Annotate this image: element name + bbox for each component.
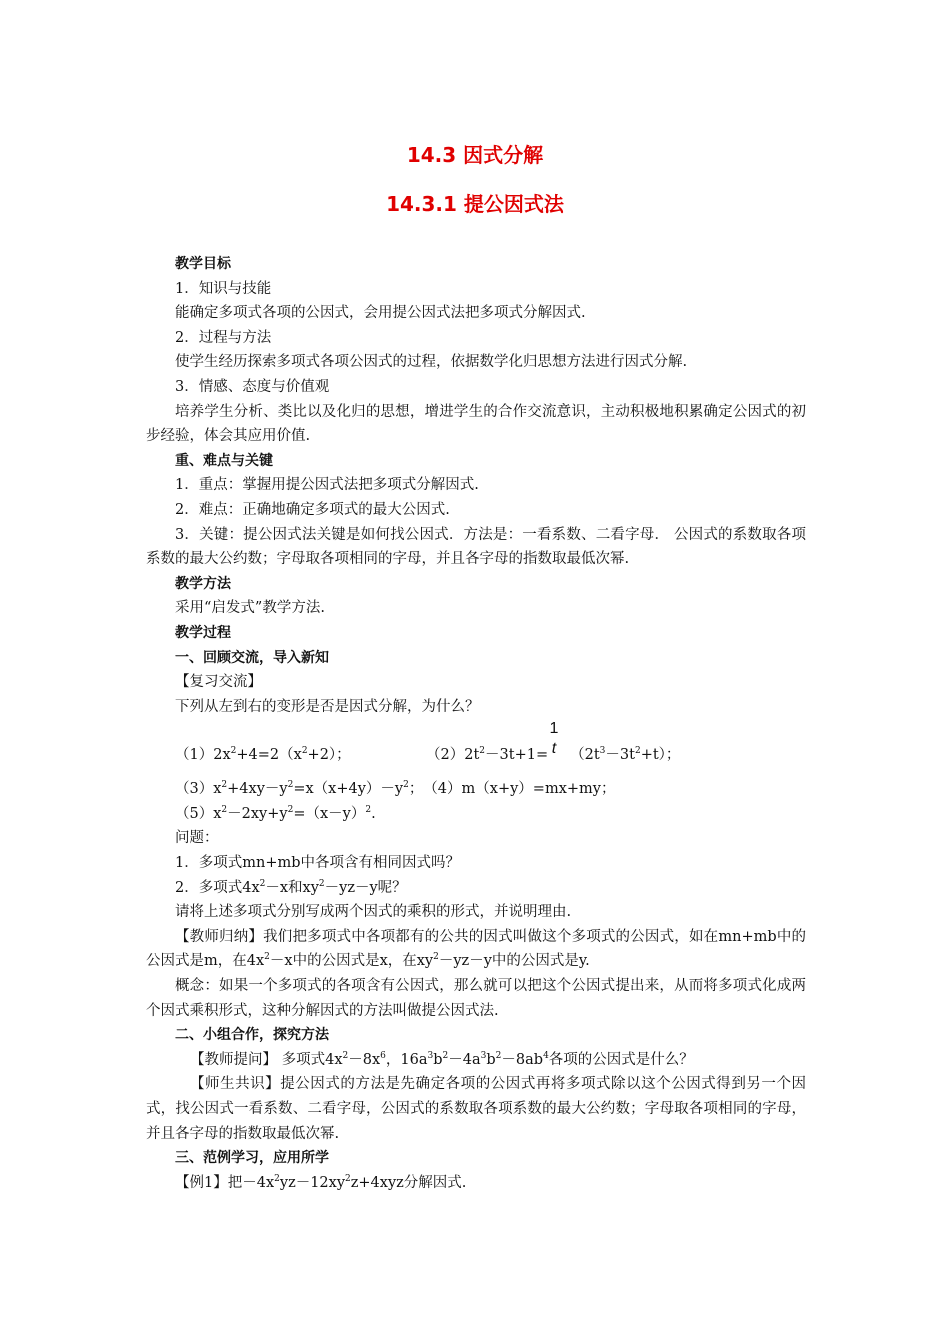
fraction-one-over-t xyxy=(547,719,561,759)
equation-1: $(1)2x^2+4=2(x^2+2)$； xyxy=(175,746,351,764)
example-1: 【例1】把$-4x^2yz-12xy^2z+4xyz$分解因式. xyxy=(175,1173,467,1191)
page-subtitle: 14.3.1 提公因式法 xyxy=(386,192,564,216)
concept-definition: 概念：如果一个多项式的各项含有公因式，那么就可以把这个公因式提出来，从而将多项式化成两个因式乘积形式，这种分解因式的方法叫做提公因式法. xyxy=(146,978,806,1019)
page-title: 14.3 因式分解 xyxy=(406,143,544,167)
question-2: 2．多项式$4x^2-x$和$xy^2-yz-y$呢？ xyxy=(175,878,407,896)
key-2: 2．难点：正确地确定多项式的最大公因式. xyxy=(175,501,450,518)
goal-1-label: 1．知识与技能 xyxy=(175,280,272,297)
section-3-heading: 三、范例学习，应用所学 xyxy=(175,1150,329,1167)
goal-3-text: 培养学生分析、类比以及化归的思想，增进学生的合作交流意识，主动积极地积累确定公因式的初步经验，体会其应用价值. xyxy=(146,403,806,445)
teacher-question: 【教师提问】 多项式$4x^2-8x^6$，$16a^3b^2-4a^3b^2-8ab^4$各项的公因式是什么？ xyxy=(190,1050,694,1068)
teacher-summary: 【教师归纳】我们把多项式中各项都有的公共的因式叫做这个多项式的公因式，如在mn+mb中的公因式是m，在$4x^2-x$中的公因式是x，在$xy^2-yz-y$中的公因式是y. xyxy=(146,928,806,970)
key-3: 3．关键：提公因式法关键是如何找公因式．方法是：一看系数、二看字母． 公因式的系数取各项系数的最大公约数；字母取各项相同的字母，并且各字母的指数取最低次幂. xyxy=(146,526,806,568)
fraction-denominator: t xyxy=(551,740,557,758)
heading-process: 教学过程 xyxy=(175,624,231,641)
heading-method: 教学方法 xyxy=(175,575,231,592)
equation-2: $(2)2t^2-3t+1= (2t^3-3t^2+t)$； xyxy=(426,746,681,764)
key-1: 1．重点：掌握用提公因式法把多项式分解因式. xyxy=(175,477,479,494)
consensus-text: 【师生共识】提公因式的方法是先确定各项的公因式再将多项式除以这个公因式得到另一个因式，找公因式一看系数、二看字母，公因式的系数取各项系数的最大公约数；字母取各项相同的字母，并且各字母的指数取最低次幂. xyxy=(146,1076,806,1142)
goal-2-text: 使学生经历探索多项式各项公因式的过程，依据数学化归思想方法进行因式分解. xyxy=(175,354,688,371)
question-3: 请将上述多项式分别写成两个因式的乘积的形式，并说明理由. xyxy=(175,904,572,921)
heading-keys: 重、难点与关键 xyxy=(175,452,273,469)
section-2-heading: 二、小组合作，探究方法 xyxy=(175,1027,329,1044)
goal-3-label: 3．情感、态度与价值观 xyxy=(175,378,330,395)
goal-2-label: 2．过程与方法 xyxy=(175,329,272,346)
question-label: 问题： xyxy=(175,830,219,847)
question-1: 1．多项式mn+mb中各项含有相同因式吗？ xyxy=(175,855,460,872)
fraction-numerator: 1 xyxy=(549,720,559,738)
method-text: 采用“启发式”教学方法. xyxy=(175,600,325,617)
heading-goals: 教学目标 xyxy=(175,256,231,272)
goal-1-text: 能确定多项式各项的公因式，会用提公因式法把多项式分解因式. xyxy=(175,305,586,322)
review-label: 【复习交流】 xyxy=(175,674,262,691)
review-question: 下列从左到右的变形是否是因式分解，为什么？ xyxy=(175,698,480,715)
equation-5: $(5)x^2-2xy+y^2=(x-y)^2$. xyxy=(175,804,376,822)
section-1-heading: 一、回顾交流，导入新知 xyxy=(175,649,329,666)
equation-row-2: $(3)x^2+4xy-y^2=x(x+4y)-y^2$； （4）m（x+y）=mx+my； xyxy=(175,780,616,798)
equation-row-1 xyxy=(146,719,806,767)
document-body xyxy=(146,252,806,1195)
